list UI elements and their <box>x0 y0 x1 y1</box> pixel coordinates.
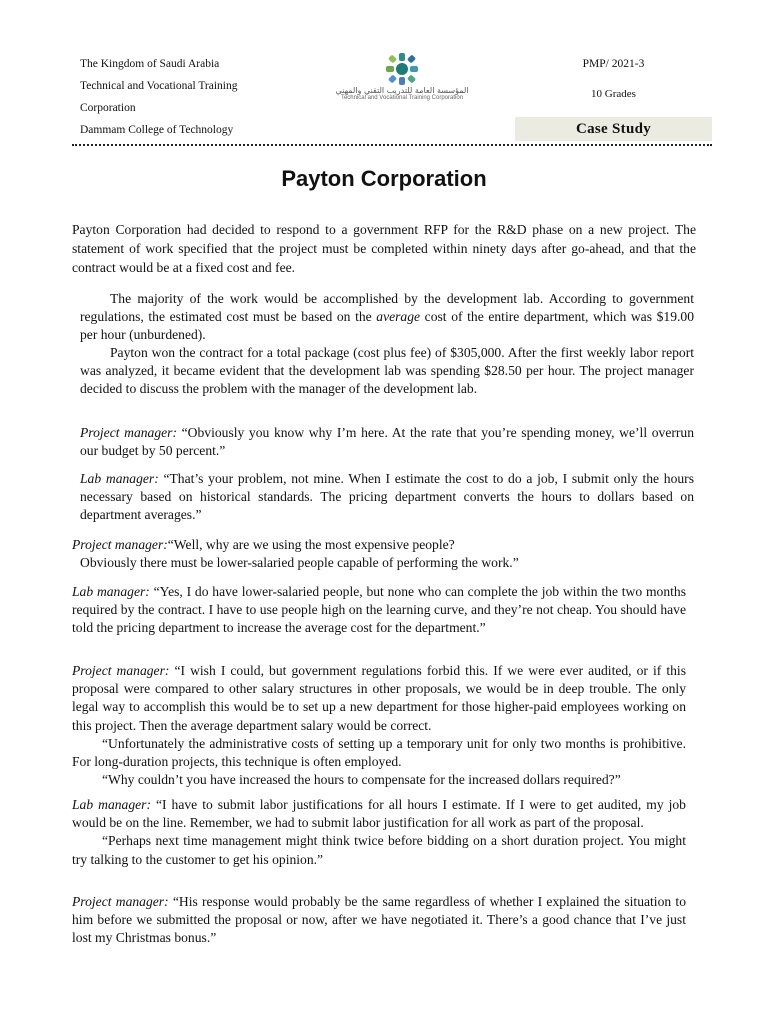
speaker-label: Project manager: <box>72 663 170 678</box>
speech: “That’s your problem, not mine. When I estimate the cost to do a job, I submit only the hours necessary based on historical standards. The pricing department converts the hours to dollars based on department averages.” <box>80 471 694 523</box>
institution-line: Technical and Vocational Training <box>80 80 238 92</box>
paragraph-text: Payton Corporation had decided to respond to a government RFP for the R&D phase on a new project. The statement of work specified that the project must be completed within ninety days after go-ahead, and that the contract would be at a fixed cost and fee. <box>72 222 696 275</box>
institution-block <box>80 54 300 142</box>
paragraph-text <box>80 290 694 344</box>
speaker-label: Lab manager: <box>72 584 150 599</box>
speaker-label: Project manager: <box>72 537 168 552</box>
dialogue-text <box>72 536 696 554</box>
speech: “Obviously you know why I’m here. At the rate that you’re spending money, we’ll overrun our budget by 50 percent.” <box>80 425 694 459</box>
dialogue-text <box>72 583 686 638</box>
header-divider <box>72 144 712 146</box>
tvtc-logo <box>322 52 482 116</box>
page-title: Payton Corporation <box>281 166 487 191</box>
dialogue-text <box>80 470 694 525</box>
speaker-label: Project manager: <box>80 425 177 440</box>
dialogue-text: “Unfortunately the administrative costs of setting up a temporary unit for only two months is prohibitive. For long-duration projects, this technique is often employed. <box>72 735 686 770</box>
speech: “His response would probably be the same regardless of whether I explained the situation to him before we submitted the proposal or now, after we have negotiated it. There’s a good chance that I’ve just lost my Christmas bonus.” <box>72 894 686 946</box>
speaker-label: Lab manager: <box>80 471 159 486</box>
dialogue-entry <box>72 536 696 572</box>
dialogue-text: Obviously there must be lower-salaried people capable of performing the work.” <box>80 555 519 571</box>
speaker-label: Lab manager: <box>72 797 151 812</box>
institution-line: Corporation <box>80 102 136 114</box>
dialogue-entry <box>72 893 686 948</box>
dialogue-text <box>72 893 686 948</box>
dialogue-entry <box>72 662 686 789</box>
intro-paragraph-1 <box>72 220 696 277</box>
dialogue-text: “Why couldn’t you have increased the hours to compensate for the increased dollars required?” <box>102 772 621 788</box>
institution-line: The Kingdom of Saudi Arabia <box>80 58 220 70</box>
logo-arabic-text: المؤسسة العامة للتدريب التقني والمهني <box>335 86 469 95</box>
text-span: The majority of the work would be accomplished by the development lab. According to government regulations, the estimated cost must be based on the <box>80 291 694 324</box>
dialogue-entry <box>72 796 686 869</box>
speech: “I have to submit labor justifications for all hours I estimate. If I were to get audited, my job would be on the line. Remember, we had to submit labor justification for all work as part of the proposal. <box>72 797 686 831</box>
speech: “Yes, I do have lower-salaried people, but none who can complete the job within the two months required by the contract. I have to use people high on the learning curve, and they’re not cheap. You should have told the pricing department to increase the average cost for the department.” <box>72 584 686 636</box>
grades-label: 10 Grades <box>591 88 636 100</box>
intro-paragraph-2 <box>80 290 694 398</box>
tvtc-emblem-icon <box>382 52 422 86</box>
speaker-label: Project manager: <box>72 894 169 909</box>
course-code: PMP/ 2021-3 <box>582 58 645 70</box>
speech: “I wish I could, but government regulations forbid this. If we were ever audited, or if this proposal were compared to other salary structures in other proposals, we would be in deep trouble. The only legal way to accomplish this would be to set up a new department for those higher-paid employees working on this project. Then the average department salary would be correct. <box>72 663 686 733</box>
paragraph-text: Payton won the contract for a total package (cost plus fee) of $305,000. After the first weekly labor report was analyzed, it became evident that the development lab was spending $28.50 per hour. The project manager decided to discuss the problem with the manager of the development lab. <box>80 345 694 396</box>
dialogue-text <box>72 662 686 735</box>
course-info <box>515 54 712 106</box>
case-study-label: Case Study <box>515 117 712 141</box>
institution-line: Dammam College of Technology <box>80 124 234 136</box>
dialogue-text <box>72 796 686 832</box>
dialogue-entry <box>72 583 686 638</box>
speech: “Well, why are we using the most expensive people? <box>167 537 455 552</box>
dialogue-entry <box>80 470 694 525</box>
emphasis-text: average <box>376 309 421 324</box>
logo-english-text: Technical and Vocational Training Corporation <box>340 95 464 101</box>
dialogue-entry <box>80 424 694 460</box>
text-span: cost of the entire department, which was $19.00 per hour (unburdened). <box>80 309 694 342</box>
dialogue-text: “Perhaps next time management might think twice before bidding on a short duration project. You might try talking to the customer to get his opinion.” <box>72 833 686 867</box>
dialogue-text <box>80 424 694 460</box>
